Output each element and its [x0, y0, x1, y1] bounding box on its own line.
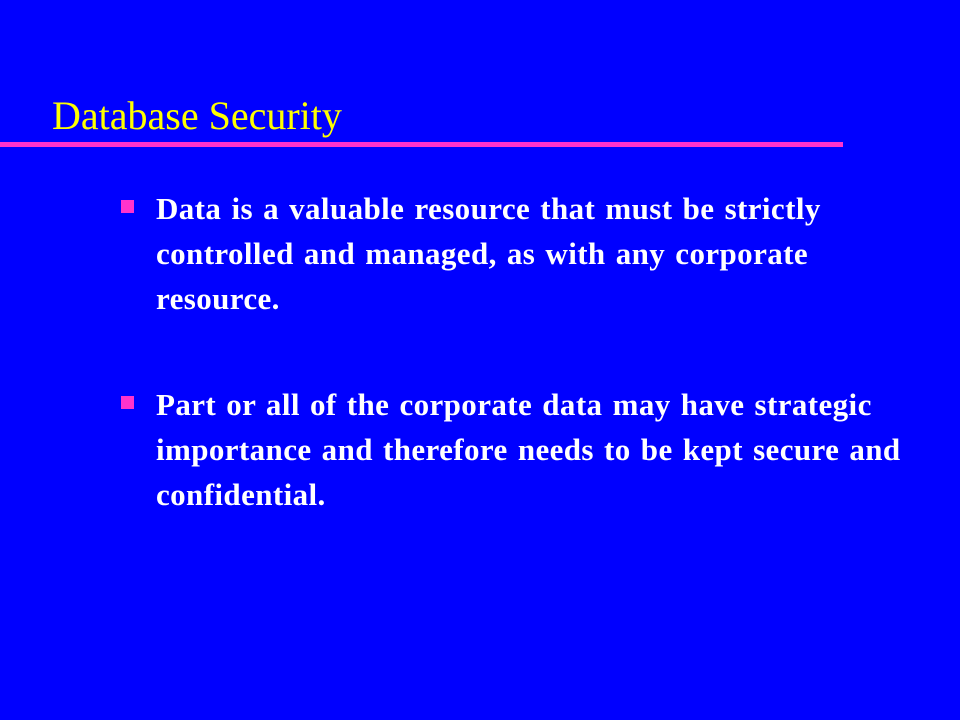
title-underline-rule	[0, 142, 843, 147]
square-bullet-icon	[121, 396, 134, 409]
bullet-text: Data is a valuable resource that must be strictly controlled and managed, as with any corporate resource.	[156, 191, 821, 316]
slide-title: Database Security	[52, 93, 342, 138]
bullet-text: Part or all of the corporate data may have strategic importance and therefore needs to be kept secure and confidential.	[156, 387, 901, 512]
square-bullet-icon	[121, 200, 134, 213]
